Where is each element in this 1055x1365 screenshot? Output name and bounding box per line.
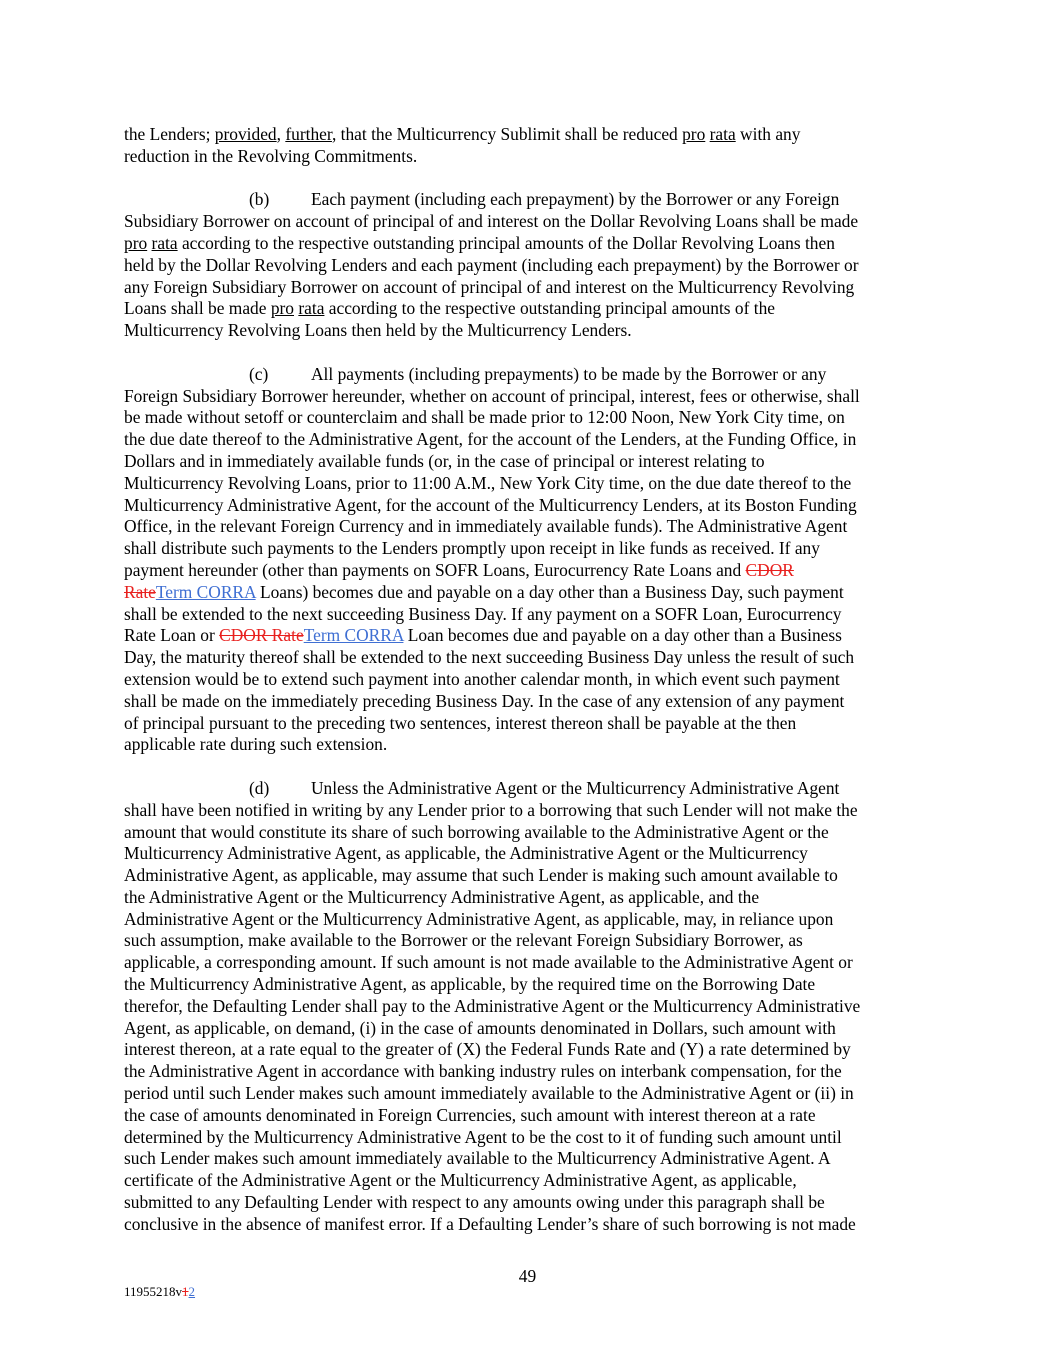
deleted-text: CDOR — [745, 559, 794, 580]
text-run: the case of amounts denominated in Foreign Currencies, such amount with interest thereon at a rate — [124, 1104, 816, 1125]
deleted-text: CDOR Rate — [219, 625, 304, 646]
text-run: determined by the Multicurrency Administrative Agent to be the cost to it of funding such amount until — [124, 1126, 842, 1147]
text-run: Rate Loan or — [124, 625, 220, 646]
text-run: submitted to any Defaulting Lender with respect to any amounts owing under this paragraph shall be — [124, 1192, 825, 1213]
text-run: Agent, as applicable, on demand, (i) in the case of amounts denominated in Dollars, such amount with — [124, 1017, 836, 1038]
text-run: the Administrative Agent or the Multicurrency Administrative Agent, as applicable, and the — [124, 886, 760, 907]
text-line — [124, 473, 934, 495]
text-run: the Lenders; — [124, 124, 215, 144]
text-line — [124, 124, 934, 146]
text-run: extension would be to extend such payment into another calendar month, in which event such payment — [124, 668, 840, 689]
text-line — [124, 604, 934, 626]
text-run: shall have been notified in writing by any Lender prior to a borrowing that such Lender will not make the — [124, 799, 858, 820]
text-run: shall be made on the immediately preceding Business Day. In the case of any extension of any payment — [124, 690, 845, 711]
text-run: Loans shall be made — [124, 298, 271, 319]
text-line — [124, 560, 934, 582]
text-line — [124, 1192, 934, 1214]
underlined-term: rata — [151, 232, 178, 253]
text-run: with any — [735, 124, 801, 144]
text-run: , — [276, 124, 286, 144]
text-run: reduction in the Revolving Commitments. — [124, 145, 418, 166]
text-line — [124, 407, 934, 429]
paragraph-b — [124, 189, 934, 342]
text-line — [124, 233, 934, 255]
text-line — [124, 255, 934, 277]
paragraph-label: (d) — [249, 777, 270, 798]
text-line — [124, 495, 934, 517]
text-run: Foreign Subsidiary Borrower hereunder, whether on account of principal, interest, fees or otherwise, shall — [124, 385, 860, 406]
paragraph-a-continuation — [124, 124, 934, 168]
text-line — [124, 1105, 934, 1127]
text-line — [124, 909, 934, 931]
text-line — [124, 516, 934, 538]
text-run: Multicurrency Revolving Loans, prior to 11:00 A.M., New York City time, on the due date thereof to the — [124, 472, 852, 493]
text-line — [124, 843, 934, 865]
text-line — [124, 1083, 934, 1105]
text-line — [124, 1127, 934, 1149]
text-run: such assumption, make available to the Borrower or the relevant Foreign Subsidiary Borrower, as — [124, 930, 803, 951]
text-run: payment hereunder (other than payments on SOFR Loans, Eurocurrency Rate Loans and — [124, 559, 746, 580]
text-line — [124, 734, 934, 756]
text-line — [124, 625, 934, 647]
paragraph-d — [124, 778, 934, 1236]
paragraph-c — [124, 364, 934, 756]
text-line — [124, 1018, 934, 1040]
text-line — [124, 952, 934, 974]
paragraph-label: (b) — [249, 189, 270, 210]
underlined-term: pro — [682, 124, 706, 144]
text-run: All payments (including prepayments) to be made by the Borrower or any — [311, 363, 827, 384]
text-run: Dollars and in immediately available funds (or, in the case of principal or interest relating to — [124, 450, 765, 471]
text-line — [124, 189, 934, 211]
text-line — [124, 582, 934, 604]
text-run: Loans) becomes due and payable on a day other than a Business Day, such payment — [255, 581, 844, 602]
text-line — [124, 713, 934, 735]
underlined-term: rata — [709, 124, 736, 144]
text-run: of principal pursuant to the preceding two sentences, interest thereon shall be payable at the then — [124, 712, 797, 733]
text-run: Administrative Agent or the Multicurrency Administrative Agent, as applicable, may, in reliance upon — [124, 908, 834, 929]
document-id-inserted-version: 2 — [188, 1284, 196, 1299]
text-line — [124, 865, 934, 887]
text-line — [124, 691, 934, 713]
text-run: Multicurrency Administrative Agent, for the account of the Multicurrency Lenders, at its Boston Funding — [124, 494, 857, 515]
deleted-text: Rate — [124, 581, 156, 602]
text-run: the Administrative Agent in accordance with banking industry rules on interbank compensation, for the — [124, 1061, 842, 1082]
underlined-term: pro — [270, 298, 294, 319]
inserted-text: Term CORRA — [303, 625, 404, 646]
text-run: according to the respective outstanding principal amounts of the — [324, 298, 775, 319]
text-line — [124, 647, 934, 669]
underlined-term: rata — [298, 298, 325, 319]
text-line — [124, 800, 934, 822]
text-line — [124, 1170, 934, 1192]
text-run: Multicurrency Revolving Loans then held by the Multicurrency Lenders. — [124, 320, 632, 341]
text-run: according to the respective outstanding principal amounts of the Dollar Revolving Loans then — [177, 232, 835, 253]
document-id-prefix: 11955218v — [124, 1284, 183, 1299]
document-id — [124, 1284, 195, 1300]
text-line — [124, 451, 934, 473]
text-line — [124, 211, 934, 233]
text-run: such Lender makes such amount immediately available to the Multicurrency Administrative Agent. A — [124, 1148, 831, 1169]
text-run: period until such Lender makes such amount immediately available to the Administrative Agent or (ii) in — [124, 1083, 854, 1104]
inserted-text: Term CORRA — [155, 581, 256, 602]
text-run: Multicurrency Administrative Agent, as applicable, the Administrative Agent or the Multicurrency — [124, 843, 808, 864]
text-run: held by the Dollar Revolving Lenders and each payment (including each prepayment) by the Borrower or — [124, 254, 859, 275]
text-run: Subsidiary Borrower on account of principal of and interest on the Dollar Revolving Loans shall be made — [124, 211, 859, 232]
text-line — [124, 538, 934, 560]
text-run: interest thereon, at a rate equal to the greater of (X) the Federal Funds Rate and (Y) a rate determined by — [124, 1039, 851, 1060]
text-run: shall be extended to the next succeeding Business Day. If any payment on a SOFR Loan, Eurocurrency — [124, 603, 842, 624]
text-run: the Multicurrency Administrative Agent, as applicable, by the required time on the Borrowing Date — [124, 974, 816, 995]
text-run: shall distribute such payments to the Lenders promptly upon receipt in like funds as received. If any — [124, 538, 820, 559]
text-line — [124, 974, 934, 996]
text-run: applicable, a corresponding amount. If such amount is not made available to the Administrative Agent or — [124, 952, 853, 973]
text-run: any Foreign Subsidiary Borrower on account of principal of and interest on the Multicurrency Revolving — [124, 276, 855, 297]
text-line — [124, 1039, 934, 1061]
text-line — [124, 930, 934, 952]
document-id-deleted-version: 1 — [182, 1284, 189, 1299]
text-line — [124, 822, 934, 844]
text-line — [124, 778, 934, 800]
text-run: conclusive in the absence of manifest error. If a Defaulting Lender’s share of such borrowing is not made — [124, 1213, 856, 1234]
underlined-term: provided — [214, 124, 277, 144]
text-run: Office, in the relevant Foreign Currency and in immediately available funds). The Administrative Agent — [124, 516, 848, 537]
document-body — [124, 124, 934, 1257]
text-run: be made without setoff or counterclaim and shall be made prior to 12:00 Noon, New York City time, on — [124, 407, 845, 428]
text-line — [124, 669, 934, 691]
text-run: certificate of the Administrative Agent or the Multicurrency Administrative Agent, as applicable, — [124, 1170, 797, 1191]
text-run: amount that would constitute its share of such borrowing available to the Administrative Agent or the — [124, 821, 829, 842]
text-line — [124, 429, 934, 451]
text-line — [124, 386, 934, 408]
text-line — [124, 1148, 934, 1170]
text-run: , that the Multicurrency Sublimit shall be reduced — [331, 124, 683, 144]
text-run: Administrative Agent, as applicable, may assume that such Lender is making such amount available to — [124, 865, 838, 886]
underlined-term: pro — [124, 232, 148, 253]
page-number: 49 — [518, 1266, 537, 1286]
text-line — [124, 146, 934, 168]
text-run: the due date thereof to the Administrative Agent, for the account of the Lenders, at the Funding Office, in — [124, 429, 857, 450]
text-line — [124, 1061, 934, 1083]
text-run: Day, the maturity thereof shall be extended to the next succeeding Business Day unless the result of such — [124, 647, 855, 668]
text-run: applicable rate during such extension. — [124, 734, 388, 755]
text-line — [124, 320, 934, 342]
text-line — [124, 298, 934, 320]
text-line — [124, 887, 934, 909]
text-line — [124, 1214, 934, 1236]
text-run: therefor, the Defaulting Lender shall pay to the Administrative Agent or the Multicurrency Administrative — [124, 995, 861, 1016]
text-line — [124, 996, 934, 1018]
text-run: Loan becomes due and payable on a day other than a Business — [403, 625, 842, 646]
underlined-term: further — [285, 124, 332, 144]
text-run: Unless the Administrative Agent or the Multicurrency Administrative Agent — [311, 777, 840, 798]
paragraph-label: (c) — [249, 363, 269, 384]
text-line — [124, 364, 934, 386]
text-run: Each payment (including each prepayment) by the Borrower or any Foreign — [311, 189, 840, 210]
text-line — [124, 277, 934, 299]
